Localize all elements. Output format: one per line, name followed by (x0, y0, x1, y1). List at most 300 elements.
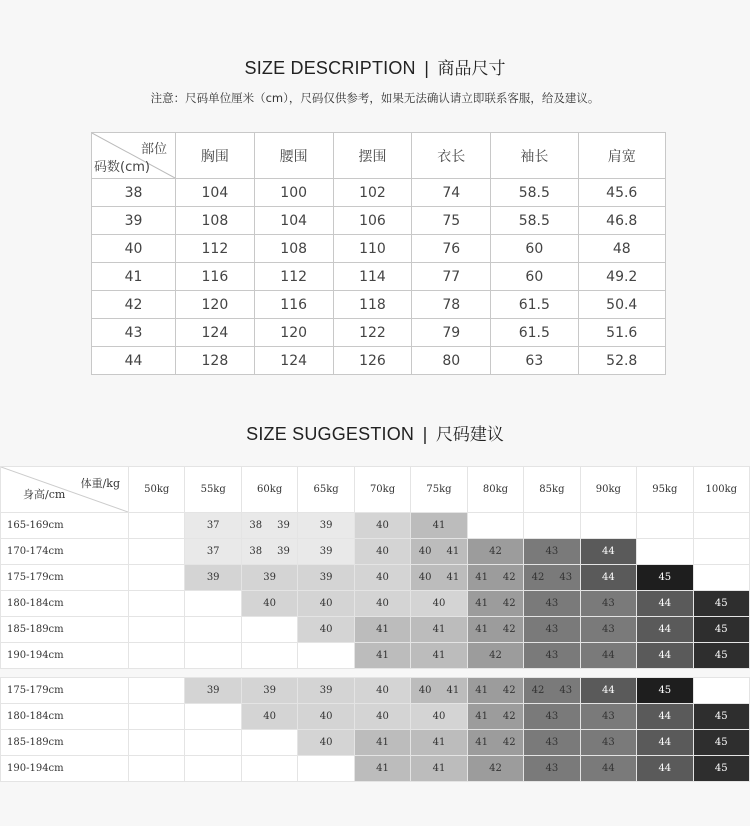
suggested-size: 41 (432, 763, 446, 774)
size-values (468, 546, 523, 557)
size-suggestion-cell (354, 565, 410, 591)
size-values (298, 685, 353, 696)
size-values (581, 650, 636, 661)
size-values (355, 624, 410, 635)
size-values (411, 624, 466, 635)
suggested-size: 43 (545, 546, 559, 557)
suggested-size: 40 (376, 546, 389, 557)
size-values (355, 763, 410, 774)
size-values (581, 763, 636, 774)
size-suggestion-cell (637, 565, 693, 591)
size-suggestion-table (0, 466, 750, 782)
desc-value-cell: 126 (333, 347, 412, 375)
size-suggestion-cell (241, 617, 297, 643)
size-values (581, 598, 636, 609)
size-suggestion-cell (580, 756, 636, 782)
desc-value-cell: 104 (176, 179, 255, 207)
size-suggestion-cell (580, 617, 636, 643)
desc-row (92, 347, 666, 375)
size-suggestion-cell (185, 730, 241, 756)
size-values (524, 685, 579, 696)
size-suggestion-cell (354, 617, 410, 643)
size-values (581, 546, 636, 557)
size-suggestion-cell (298, 678, 354, 704)
size-suggestion-cell (241, 678, 297, 704)
table-gap-row (1, 669, 750, 678)
desc-value-cell: 106 (333, 207, 412, 235)
suggested-size: 41 (475, 737, 488, 748)
desc-value-cell: 100 (254, 179, 333, 207)
suggested-size: 40 (376, 685, 389, 696)
height-label-cell: 175-179cm (1, 678, 129, 704)
sugg-row (1, 565, 750, 591)
height-label-cell: 180-184cm (1, 704, 129, 730)
gap-cell (1, 669, 750, 678)
suggested-size: 42 (489, 763, 502, 774)
desc-value-cell: 128 (176, 347, 255, 375)
suggested-size: 42 (502, 624, 516, 635)
desc-value-cell: 108 (176, 207, 255, 235)
suggested-size: 39 (319, 546, 333, 557)
size-values (411, 685, 466, 696)
size-suggestion-cell (467, 591, 523, 617)
sugg-row (1, 513, 750, 539)
size-suggestion-cell (129, 643, 185, 669)
suggested-size: 41 (446, 572, 460, 583)
suggested-size: 39 (277, 520, 290, 531)
size-values (468, 598, 523, 609)
sugg-row (1, 704, 750, 730)
desc-value-cell: 112 (176, 235, 255, 263)
size-values (581, 711, 636, 722)
suggested-size: 45 (714, 737, 728, 748)
size-values (637, 572, 692, 583)
size-suggestion-cell (693, 643, 749, 669)
size-suggestion-cell (411, 643, 467, 669)
desc-header-cell: 衣长 (412, 133, 491, 179)
size-values (694, 624, 749, 635)
size-suggestion-cell (185, 513, 241, 539)
size-suggestion-cell (524, 643, 580, 669)
sugg-row (1, 591, 750, 617)
size-values (637, 737, 692, 748)
desc-value-cell: 114 (333, 263, 412, 291)
size-values (637, 650, 692, 661)
size-suggestion-cell (129, 513, 185, 539)
suggested-size: 40 (418, 572, 432, 583)
size-values (524, 737, 579, 748)
sugg-row (1, 678, 750, 704)
desc-value-cell: 61.5 (491, 319, 578, 347)
size-values (637, 598, 692, 609)
size-suggestion-cell (354, 539, 410, 565)
size-suggestion-cell (298, 591, 354, 617)
suggested-size: 42 (489, 546, 502, 557)
size-values (524, 650, 579, 661)
title-separator: | (423, 59, 430, 79)
suggested-size: 42 (489, 650, 502, 661)
suggested-size: 40 (319, 737, 333, 748)
size-suggestion-cell (467, 678, 523, 704)
size-suggestion-cell (580, 704, 636, 730)
size-suggestion-cell (637, 704, 693, 730)
size-values (185, 520, 240, 531)
suggested-size: 40 (319, 598, 333, 609)
size-suggestion-cell (185, 617, 241, 643)
suggested-size: 41 (475, 598, 488, 609)
suggested-size: 41 (432, 520, 446, 531)
size-description-title (0, 54, 750, 79)
desc-row (92, 179, 666, 207)
size-suggestion-cell (467, 643, 523, 669)
size-suggestion-cell (693, 756, 749, 782)
size-values (637, 624, 692, 635)
desc-value-cell: 104 (254, 207, 333, 235)
weight-header-cell: 95kg (637, 467, 693, 513)
size-suggestion-cell (524, 678, 580, 704)
height-label-cell: 175-179cm (1, 565, 129, 591)
desc-size-cell: 41 (92, 263, 176, 291)
sugg-row (1, 730, 750, 756)
suggested-size: 44 (601, 546, 615, 557)
size-suggestion-cell (185, 678, 241, 704)
suggested-size: 44 (601, 763, 615, 774)
suggested-size: 44 (658, 737, 672, 748)
corner-label-weight: 体重/kg (80, 477, 120, 490)
size-suggestion-cell (185, 565, 241, 591)
title-en: SIZE SUGGESTION (246, 424, 415, 444)
desc-value-cell: 116 (254, 291, 333, 319)
size-suggestion-cell (411, 756, 467, 782)
size-values (694, 763, 749, 774)
size-suggestion-cell (129, 617, 185, 643)
desc-header-cell: 肩宽 (578, 133, 665, 179)
suggested-size: 40 (319, 624, 333, 635)
suggested-size: 41 (475, 711, 488, 722)
suggested-size: 45 (714, 763, 728, 774)
suggested-size: 45 (714, 711, 728, 722)
size-values (694, 737, 749, 748)
size-suggestion-cell (637, 539, 693, 565)
suggested-size: 41 (432, 624, 446, 635)
size-suggestion-cell (354, 756, 410, 782)
size-suggestion-cell (637, 643, 693, 669)
size-values (185, 685, 240, 696)
size-values (355, 598, 410, 609)
weight-header-cell: 90kg (580, 467, 636, 513)
size-suggestion-cell (637, 617, 693, 643)
suggested-size: 38 (249, 546, 263, 557)
size-suggestion-cell (693, 678, 749, 704)
suggested-size: 43 (545, 598, 559, 609)
size-suggestion-cell (241, 513, 297, 539)
weight-header-cell: 60kg (241, 467, 297, 513)
suggested-size: 42 (502, 711, 516, 722)
suggested-size: 43 (601, 624, 615, 635)
size-suggestion-cell (411, 565, 467, 591)
weight-header-cell: 55kg (185, 467, 241, 513)
desc-value-cell: 60 (491, 235, 578, 263)
desc-header-cell: 胸围 (176, 133, 255, 179)
size-suggestion-cell (298, 730, 354, 756)
size-suggestion-cell (298, 756, 354, 782)
size-suggestion-cell (693, 539, 749, 565)
suggested-size: 39 (319, 685, 333, 696)
corner-label-part: 部位 (140, 142, 167, 157)
desc-value-cell: 118 (333, 291, 412, 319)
size-values (411, 737, 466, 748)
desc-value-cell: 112 (254, 263, 333, 291)
desc-size-cell: 43 (92, 319, 176, 347)
size-values (411, 763, 466, 774)
size-suggestion-cell (241, 704, 297, 730)
height-label-cell: 190-194cm (1, 643, 129, 669)
size-values (355, 546, 410, 557)
size-values (637, 685, 692, 696)
size-values (298, 572, 353, 583)
size-values (581, 572, 636, 583)
suggested-size: 40 (432, 711, 446, 722)
desc-value-cell: 124 (176, 319, 255, 347)
suggested-size: 45 (658, 572, 672, 583)
size-values (355, 737, 410, 748)
size-suggestion-cell (298, 539, 354, 565)
size-values (524, 572, 579, 583)
suggested-size: 43 (559, 572, 573, 583)
desc-value-cell: 110 (333, 235, 412, 263)
height-label-cell: 185-189cm (1, 617, 129, 643)
size-suggestion-cell (524, 591, 580, 617)
size-suggestion-cell (524, 565, 580, 591)
title-cn: 商品尺寸 (437, 59, 506, 79)
size-values (581, 685, 636, 696)
size-suggestion-cell (467, 756, 523, 782)
size-suggestion-cell (129, 730, 185, 756)
size-values (694, 598, 749, 609)
desc-size-cell: 44 (92, 347, 176, 375)
weight-header-cell: 80kg (467, 467, 523, 513)
desc-value-cell: 108 (254, 235, 333, 263)
size-suggestion-cell (411, 730, 467, 756)
desc-header-cell: 袖长 (491, 133, 578, 179)
size-values (581, 737, 636, 748)
size-values (185, 546, 240, 557)
suggested-size: 41 (475, 624, 488, 635)
size-values (468, 737, 523, 748)
size-values (468, 763, 523, 774)
size-note: 注意：尺码单位厘米（cm），尺码仅供参考，如果无法确认请立即联系客服，给及建议。 (150, 91, 600, 105)
size-suggestion-cell (637, 591, 693, 617)
size-suggestion-cell (467, 539, 523, 565)
sugg-row (1, 643, 750, 669)
size-suggestion-cell (185, 539, 241, 565)
size-suggestion-cell (298, 513, 354, 539)
size-values (242, 711, 297, 722)
corner-label-height: 身高/cm (23, 488, 66, 501)
suggested-size: 37 (206, 520, 220, 531)
suggested-size: 37 (206, 546, 220, 557)
size-values (298, 737, 353, 748)
suggested-size: 39 (263, 572, 276, 583)
suggested-size: 41 (376, 763, 389, 774)
size-suggestion-cell (524, 513, 580, 539)
suggested-size: 41 (446, 685, 460, 696)
desc-size-cell: 40 (92, 235, 176, 263)
desc-size-cell: 38 (92, 179, 176, 207)
size-values (411, 572, 466, 583)
size-suggestion-cell (298, 617, 354, 643)
size-values (411, 711, 466, 722)
size-suggestion-cell (354, 678, 410, 704)
suggested-size: 40 (376, 598, 389, 609)
size-description-table (91, 132, 666, 375)
suggested-size: 40 (418, 685, 432, 696)
size-suggestion-cell (185, 643, 241, 669)
desc-value-cell: 60 (491, 263, 578, 291)
size-suggestion-cell (693, 565, 749, 591)
desc-row (92, 235, 666, 263)
suggested-size: 44 (601, 572, 615, 583)
desc-value-cell: 48 (578, 235, 665, 263)
suggested-size: 40 (376, 572, 389, 583)
size-suggestion-cell (354, 704, 410, 730)
suggested-size: 39 (319, 572, 333, 583)
size-suggestion-cell (637, 678, 693, 704)
suggested-size: 44 (658, 650, 672, 661)
size-suggestion-cell (241, 565, 297, 591)
suggested-size: 44 (601, 685, 615, 696)
suggested-size: 45 (658, 685, 672, 696)
suggested-size: 45 (714, 624, 728, 635)
desc-row (92, 291, 666, 319)
size-values (298, 520, 353, 531)
desc-value-cell: 49.2 (578, 263, 665, 291)
title-en: SIZE DESCRIPTION (244, 58, 416, 78)
size-suggestion-cell (524, 617, 580, 643)
size-values (355, 711, 410, 722)
corner-label-size: 码数(cm) (94, 160, 150, 175)
size-suggestion-cell (298, 704, 354, 730)
size-suggestion-cell (129, 704, 185, 730)
size-suggestion-cell (241, 591, 297, 617)
sugg-row (1, 617, 750, 643)
size-values (581, 624, 636, 635)
size-suggestion-cell (693, 591, 749, 617)
size-suggestion-cell (580, 591, 636, 617)
size-suggestion-cell (411, 513, 467, 539)
size-values (185, 572, 240, 583)
weight-header-cell: 65kg (298, 467, 354, 513)
size-values (355, 650, 410, 661)
size-suggestion-cell (524, 704, 580, 730)
suggested-size: 43 (601, 711, 615, 722)
size-suggestion-cell (580, 513, 636, 539)
suggested-size: 41 (475, 572, 488, 583)
suggested-size: 43 (545, 711, 559, 722)
desc-value-cell: 120 (176, 291, 255, 319)
desc-value-cell: 61.5 (491, 291, 578, 319)
suggested-size: 45 (714, 598, 728, 609)
desc-row (92, 263, 666, 291)
desc-size-cell: 42 (92, 291, 176, 319)
size-values (355, 685, 410, 696)
suggested-size: 44 (658, 624, 672, 635)
size-suggestion-cell (411, 539, 467, 565)
size-values (468, 624, 523, 635)
suggested-size: 41 (432, 650, 446, 661)
desc-value-cell: 80 (412, 347, 491, 375)
sugg-row (1, 539, 750, 565)
size-values (242, 546, 297, 557)
title-separator: | (422, 425, 428, 445)
suggested-size: 44 (658, 711, 672, 722)
suggested-size: 40 (263, 711, 276, 722)
height-label-cell: 185-189cm (1, 730, 129, 756)
size-values (355, 520, 410, 531)
size-suggestion-cell (354, 513, 410, 539)
suggested-size: 39 (206, 572, 220, 583)
suggested-size: 44 (658, 598, 672, 609)
desc-value-cell: 120 (254, 319, 333, 347)
weight-header-cell: 70kg (354, 467, 410, 513)
suggested-size: 40 (432, 598, 446, 609)
size-suggestion-cell (693, 704, 749, 730)
desc-value-cell: 58.5 (491, 179, 578, 207)
desc-value-cell: 46.8 (578, 207, 665, 235)
suggested-size: 40 (418, 546, 432, 557)
suggested-size: 40 (263, 598, 276, 609)
size-suggestion-cell (637, 756, 693, 782)
suggested-size: 42 (502, 598, 516, 609)
desc-value-cell: 58.5 (491, 207, 578, 235)
size-suggestion-cell (467, 565, 523, 591)
height-label-cell: 180-184cm (1, 591, 129, 617)
size-suggestion-cell (580, 730, 636, 756)
desc-value-cell: 77 (412, 263, 491, 291)
size-suggestion-cell (467, 513, 523, 539)
desc-value-cell: 78 (412, 291, 491, 319)
size-suggestion-cell (241, 730, 297, 756)
height-label-cell: 190-194cm (1, 756, 129, 782)
size-suggestion-cell (580, 539, 636, 565)
size-values (694, 711, 749, 722)
size-values (468, 685, 523, 696)
weight-header-cell: 85kg (524, 467, 580, 513)
desc-value-cell: 116 (176, 263, 255, 291)
size-values (524, 546, 579, 557)
size-values (411, 546, 466, 557)
suggested-size: 43 (545, 737, 559, 748)
size-values (242, 598, 297, 609)
desc-header-cell: 腰围 (254, 133, 333, 179)
suggested-size: 43 (545, 650, 559, 661)
size-suggestion-cell (185, 756, 241, 782)
size-values (637, 763, 692, 774)
size-suggestion-cell (693, 513, 749, 539)
suggested-size: 39 (206, 685, 220, 696)
size-suggestion-cell (580, 643, 636, 669)
weight-header-cell: 75kg (411, 467, 467, 513)
size-suggestion-cell (637, 730, 693, 756)
size-values (524, 711, 579, 722)
size-suggestion-cell (241, 539, 297, 565)
size-suggestion-cell (693, 617, 749, 643)
desc-value-cell: 102 (333, 179, 412, 207)
suggested-size: 41 (376, 737, 389, 748)
size-values (242, 572, 297, 583)
desc-value-cell: 79 (412, 319, 491, 347)
size-values (298, 598, 353, 609)
